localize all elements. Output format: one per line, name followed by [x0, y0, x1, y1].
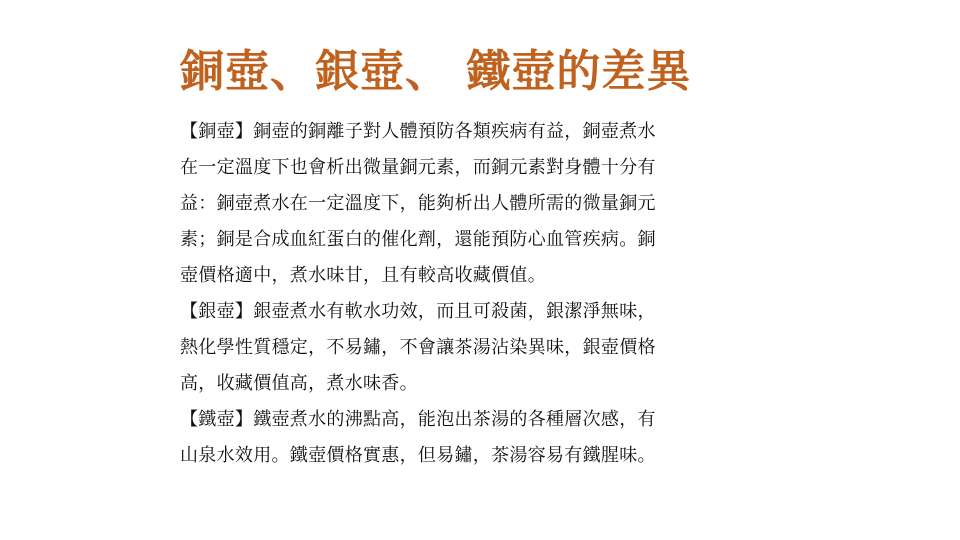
text-line: 益：銅壺煮水在一定溫度下，能夠析出人體所需的微量銅元 — [180, 193, 656, 214]
slide-title: 銅壺、銀壺、 鐵壺的差異 — [180, 46, 692, 97]
text-line: 在一定溫度下也會析出微量銅元素，而銅元素對身體十分有 — [180, 157, 656, 178]
text-line: 高，收藏價值高，煮水味香。 — [180, 373, 418, 394]
paragraph-silver-kettle — [180, 294, 740, 402]
text-line: 熱化學性質穩定，不易鏽，不會讓茶湯沾染異味，銀壺價格 — [180, 337, 656, 358]
text-line: 壺價格適中，煮水味甘，且有較高收藏價值。 — [180, 265, 546, 286]
text-line: 山泉水效用。鐵壺價格實惠，但易鏽，茶湯容易有鐵腥味。 — [180, 445, 656, 466]
text-line: 素；銅是合成血紅蛋白的催化劑，還能預防心血管疾病。銅 — [180, 229, 656, 250]
paragraph-iron-kettle — [180, 402, 740, 474]
paragraph-copper-kettle — [180, 114, 740, 294]
text-line: 【銀壺】銀壺煮水有軟水功效，而且可殺菌，銀潔淨無味， — [180, 301, 656, 322]
text-line: 【銅壺】銅壺的銅離子對人體預防各類疾病有益，銅壺煮水 — [180, 121, 656, 142]
text-line: 【鐵壺】鐵壺煮水的沸點高，能泡出茶湯的各種層次感，有 — [180, 409, 656, 430]
slide-body — [180, 114, 740, 474]
